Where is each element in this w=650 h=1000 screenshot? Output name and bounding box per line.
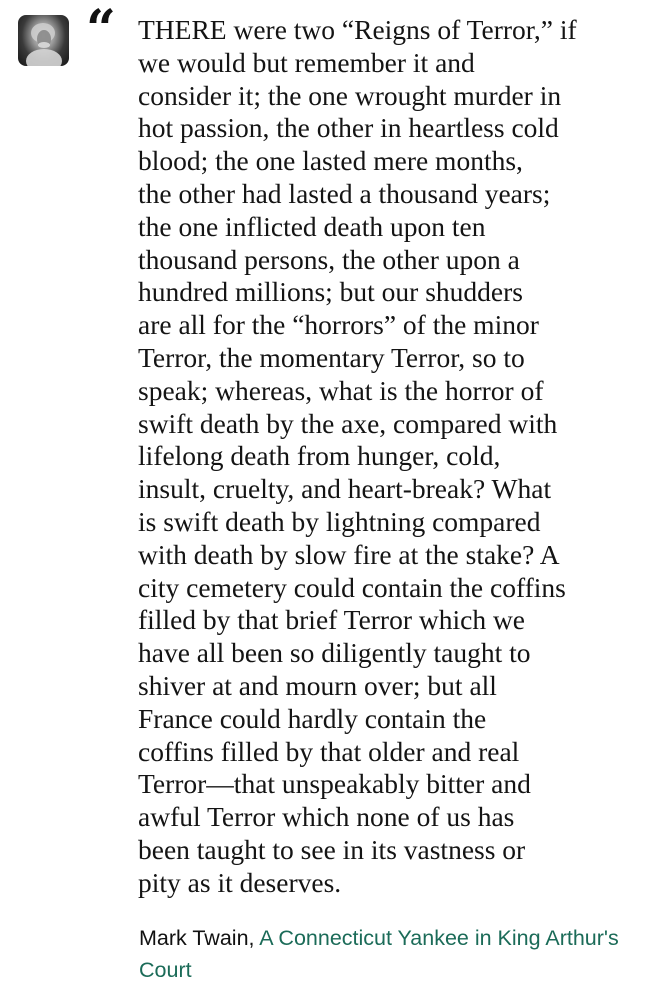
open-quote-icon: “: [86, 0, 116, 60]
quote-line: coffins filled by that older and real: [138, 735, 520, 767]
quote-line: shiver at and mourn over; but all: [138, 669, 497, 701]
quote-line: lifelong death from hunger, cold,: [138, 440, 501, 472]
quote-line: pity as it deserves.: [138, 866, 342, 898]
attribution-separator: ,: [248, 926, 260, 950]
quote-line: filled by that brief Terror which we: [138, 604, 526, 636]
quote-line: consider it; the one wrought murder in: [138, 79, 562, 111]
quote-line: hundred millions; but our shudders: [138, 276, 523, 308]
attribution: [139, 922, 619, 986]
work-title-link[interactable]: A Connecticut Yankee in King Arthur's Court: [139, 926, 619, 982]
quote-line: the one inflicted death upon ten: [138, 210, 486, 242]
quote-line: speak; whereas, what is the horror of: [138, 374, 544, 406]
quote-line: blood; the one lasted mere months,: [138, 145, 523, 177]
author-avatar[interactable]: [18, 15, 69, 66]
quote-line: are all for the “horrors” of the minor: [138, 309, 539, 341]
quote-line: insult, cruelty, and heart-break? What: [138, 473, 552, 505]
quote-line: France could hardly contain the: [138, 702, 487, 734]
quote-line: THERE were two “Reigns of Terror,” if: [138, 14, 577, 45]
portrait-icon: [18, 15, 69, 66]
quote-line: swift death by the axe, compared with: [138, 407, 558, 439]
quote-line: the other had lasted a thousand years;: [138, 177, 551, 209]
quote-line: we would but remember it and: [138, 46, 475, 78]
quote-line: have all been so diligently taught to: [138, 637, 531, 669]
quote-text: [138, 14, 628, 900]
quote-line: city cemetery could contain the coffins: [138, 571, 566, 603]
quote-line: Terror—that unspeakably bitter and: [138, 768, 531, 800]
quote-line: with death by slow fire at the stake? A: [138, 538, 560, 570]
quote-line: hot passion, the other in heartless cold: [138, 112, 559, 144]
quote-line: thousand persons, the other upon a: [138, 243, 520, 275]
quote-line: been taught to see in its vastness or: [138, 833, 526, 865]
quote-line: Terror, the momentary Terror, so to: [138, 341, 525, 373]
author-name: Mark Twain: [139, 926, 249, 950]
quote-line: awful Terror which none of us has: [138, 801, 515, 833]
quote-line: is swift death by lightning compared: [138, 505, 541, 537]
